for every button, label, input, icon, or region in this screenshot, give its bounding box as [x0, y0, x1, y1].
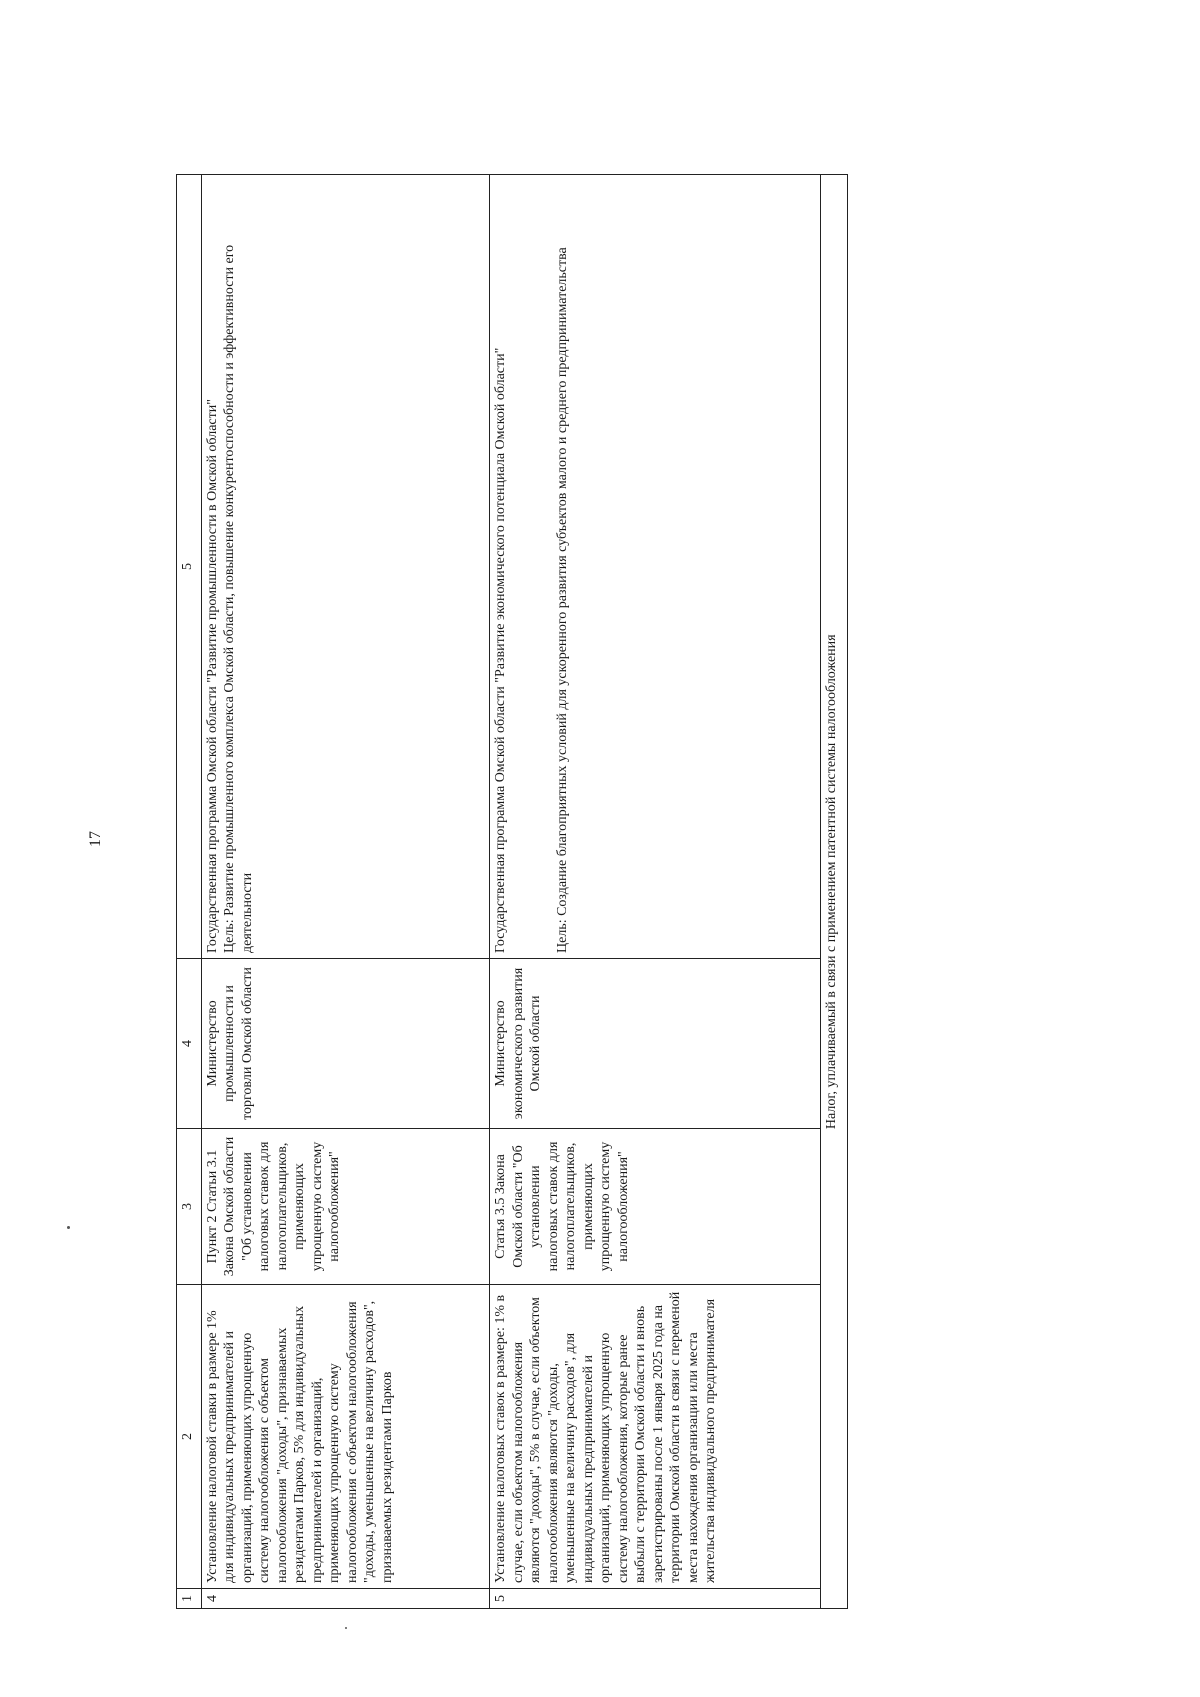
page-number: 17 — [87, 831, 104, 847]
header-cell-2: 2 — [177, 1285, 202, 1589]
footer-empty-cell — [821, 1589, 848, 1609]
header-cell-3: 3 — [177, 1129, 202, 1285]
row-number: 4 — [201, 1589, 489, 1609]
spacer — [510, 180, 554, 953]
curator-ministry: Министерство промышленности и торговли Омской области — [201, 959, 489, 1129]
header-row — [177, 175, 202, 1609]
legal-basis: Статья 3.5 Закона Омской области "Об установлении налоговых ставок для налогоплательщиков, применяющих упрощенную систему налогообложения" — [490, 1129, 821, 1285]
state-program-title: Государственная программа Омской области "Развитие промышленности в Омской области" — [204, 399, 220, 953]
section-footer-row — [821, 175, 848, 1609]
scan-speck — [345, 1627, 347, 1629]
scan-speck — [67, 1226, 70, 1229]
legal-basis: Пункт 2 Статьи 3.1 Закона Омской области "Об установлении налоговых ставок для налогоплательщиков, применяющих упрощенную систему налогообложения" — [201, 1129, 489, 1285]
state-program-goal: Цель: Развитие промышленного комплекса Омской области, повышение конкурентоспособности и эффективности его деятельности — [222, 244, 255, 953]
tax-benefits-table — [176, 174, 848, 1609]
header-cell-4: 4 — [177, 959, 202, 1129]
state-program-title: Государственная программа Омской области "Развитие экономического потенциала Омской области" — [493, 347, 509, 953]
rotated-table-wrapper — [176, 175, 848, 1609]
benefit-description: Установление налоговых ставок в размере: 1% в случае, если объектом налогообложения являются "доходы", 5% в случае, если объектом налогообложения являются "доходы, уменьшенные на величину расходов", для индивидуальных предпринимателей и организаций, применяющих упрощенную систему налогообложения, которые ранее выбыли с территории Омской области и вновь зарегистрированы после 1 января 2025 года на территории Омской области в связи с переменой места нахождения организации или места жительства индивидуального предпринимателя — [490, 1285, 821, 1589]
table-row — [201, 175, 489, 1609]
benefit-description: Установление налоговой ставки в размере 1% для индивидуальных предпринимателей и организаций, применяющих упрощенную систему налогообложения с объектом налогообложения "доходы", признаваемых резидентами Парков, 5% для индивидуальных предпринимателей и организаций, применяющих упрощенную систему налогообложения с объектом налогообложения "доходы, уменьшенные на величину расходов", признаваемых резидентами Парков — [201, 1285, 489, 1589]
state-program-cell — [201, 175, 489, 959]
section-footer-text: Налог, уплачиваемый в связи с применением патентной системы налогообложения — [821, 175, 848, 1589]
row-number: 5 — [490, 1589, 821, 1609]
header-cell-1: 1 — [177, 1589, 202, 1609]
state-program-cell — [490, 175, 821, 959]
curator-ministry: Министерство экономического развития Омской области — [490, 959, 821, 1129]
state-program-goal: Цель: Создание благоприятных условий для ускоренного развития субъектов малого и среднего предпринимательства — [554, 247, 570, 953]
header-cell-5: 5 — [177, 175, 202, 959]
table-row — [490, 175, 821, 1609]
